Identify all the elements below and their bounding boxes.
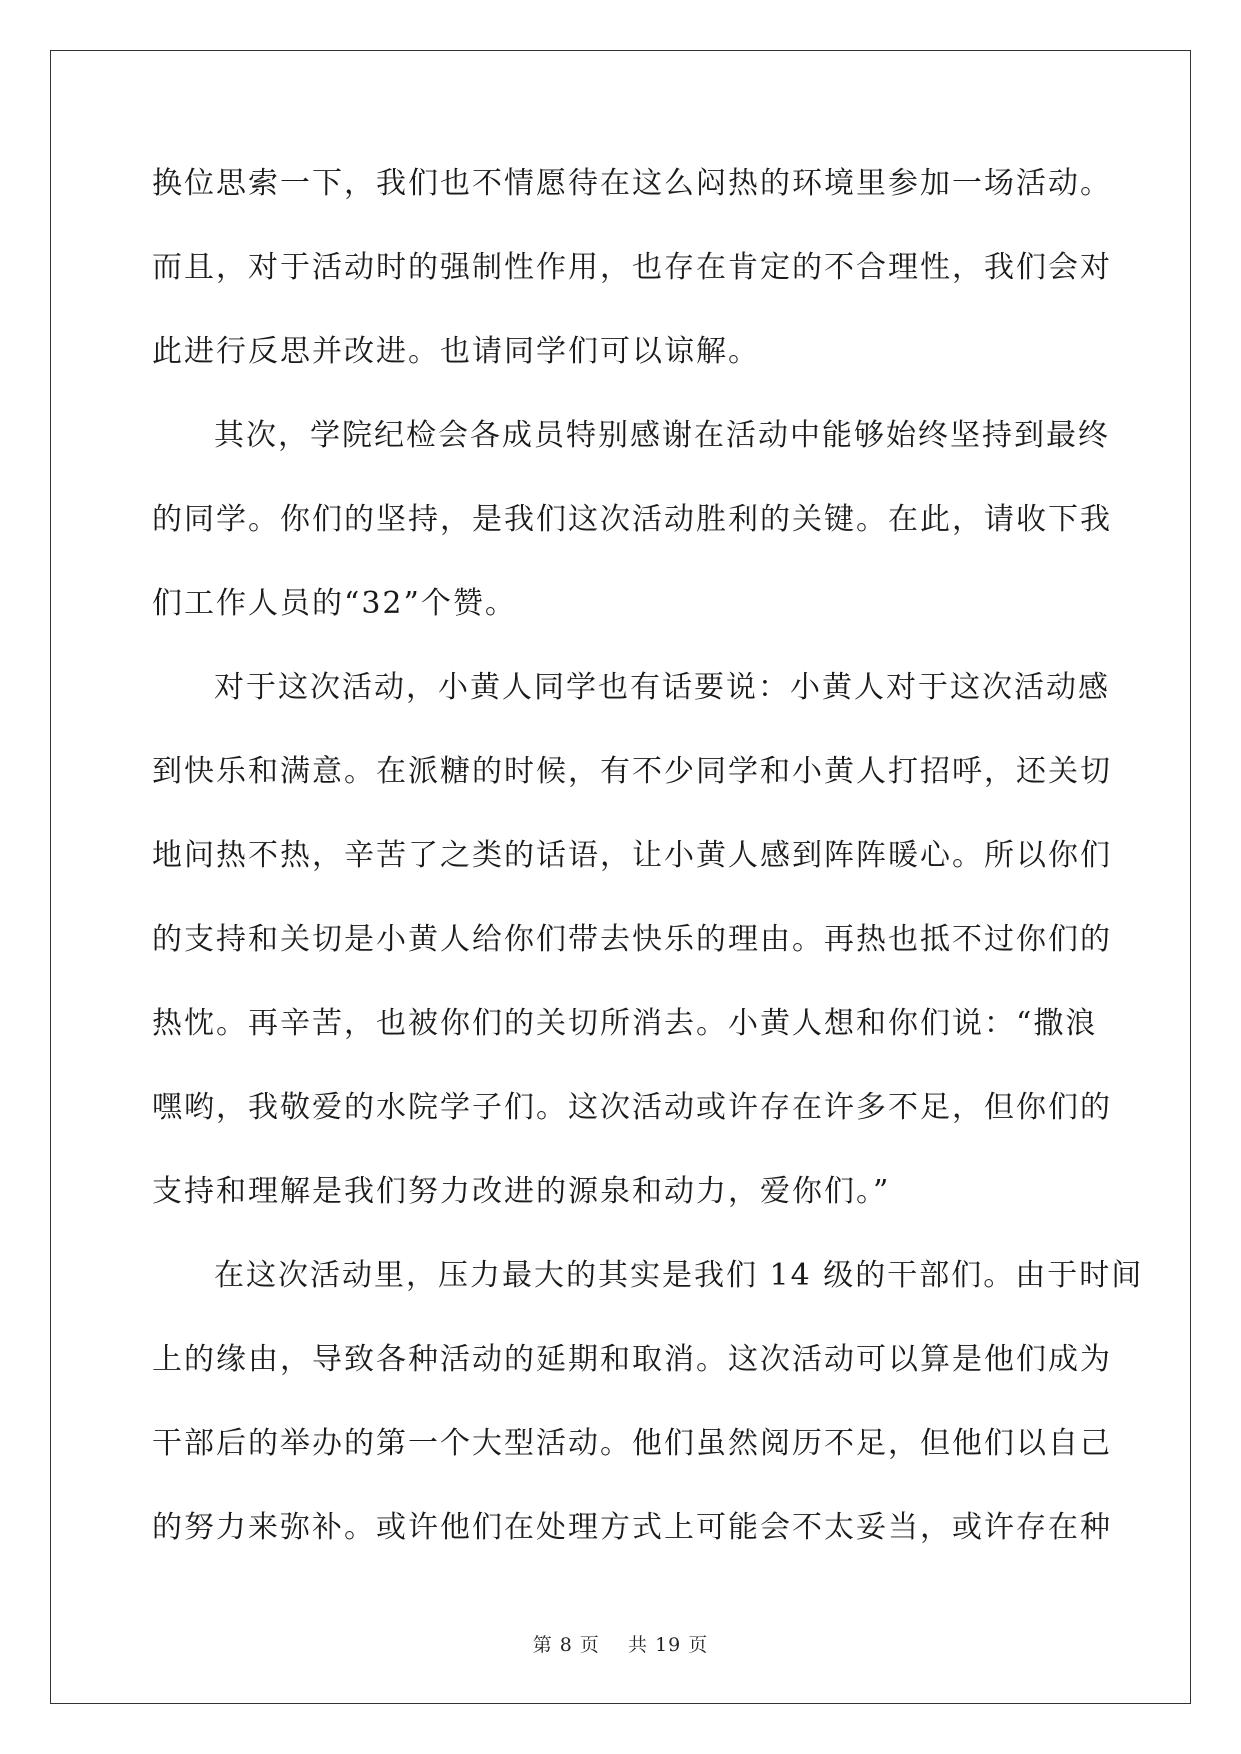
text-line: 的努力来弥补。或许他们在处理方式上可能会不太妥当，或许存在种 [152,1510,1112,1545]
text-line: 嘿哟，我敬爱的水院学子们。这次活动或许存在许多不足，但你们的 [152,1090,1112,1125]
document-body [152,160,1144,1588]
text-line: 干部后的举办的第一个大型活动。他们虽然阅历不足，但他们以自己 [152,1426,1112,1461]
text-line: 支持和理解是我们努力改进的源泉和动力，爱你们。” [152,1174,891,1209]
text-line: 换位思索一下，我们也不情愿待在这么闷热的环境里参加一场活动。 [152,166,1112,201]
text-line: 热忱。再辛苦，也被你们的关切所消去。小黄人想和你们说：“撒浪 [152,1006,1098,1041]
text-line: 对于这次活动，小黄人同学也有话要说：小黄人对于这次活动感 [214,670,1110,705]
page-footer [0,1630,1241,1657]
footer-spacer [600,1634,628,1656]
text-line: 的同学。你们的坚持，是我们这次活动胜利的关键。在此，请收下我 [152,502,1112,537]
text-line: 其次，学院纪检会各成员特别感谢在活动中能够始终坚持到最终 [214,418,1110,453]
paragraph-1 [152,160,1112,412]
text-line: 地问热不热，辛苦了之类的话语，让小黄人感到阵阵暖心。所以你们 [152,838,1112,873]
text-line: 们工作人员的“32”个赞。 [152,586,517,621]
paragraph-2 [152,412,1112,664]
text-line: 此进行反思并改进。也请同学们可以谅解。 [152,334,760,369]
text-line: 在这次活动里，压力最大的其实是我们 14 级的干部们。由于时间 [214,1258,1144,1293]
text-line: 到快乐和满意。在派糖的时候，有不少同学和小黄人打招呼，还关切 [152,754,1112,789]
paragraph-3 [152,664,1112,1252]
text-line: 上的缘由，导致各种活动的延期和取消。这次活动可以算是他们成为 [152,1342,1112,1377]
page-total: 共 19 页 [628,1634,709,1656]
page-number: 第 8 页 [532,1634,600,1656]
text-line: 的支持和关切是小黄人给你们带去快乐的理由。再热也抵不过你们的 [152,922,1112,957]
paragraph-4 [152,1252,1144,1588]
text-line: 而且，对于活动时的强制性作用，也存在肯定的不合理性，我们会对 [152,250,1112,285]
